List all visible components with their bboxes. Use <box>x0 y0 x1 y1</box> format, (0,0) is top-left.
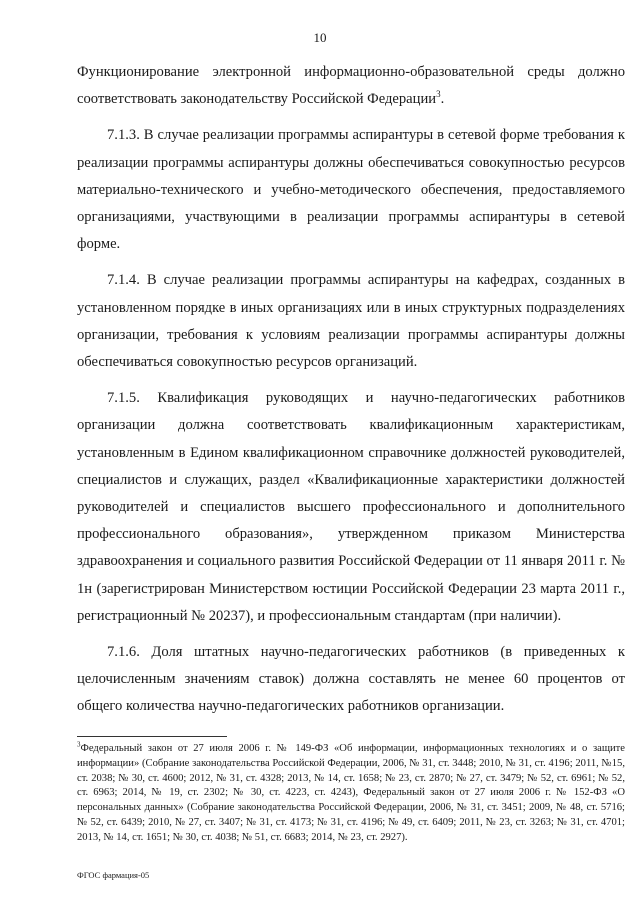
footnote <box>77 742 625 846</box>
page-number: 10 <box>313 30 327 45</box>
footnote-reference: 3 <box>436 89 441 100</box>
footnote-text: Федеральный закон от 27 июля 2006 г. № 149-ФЗ «Об информации, информационных технологиях и о защите информации» (Собрание законодательства Российской Федерации, 2006, № 31, ст. 3448; 2010, № 31, ст. 4196; 2011, №15, ст. 2038; № 30, ст. 4600; 2012, № 31, ст. 4328; 2013, № 14, ст. 1658; № 23, ст. 2870; № 27, ст. 3479; № 52, ст. 6961; № 52, ст. 6963; 2014, № 19, ст. 2302; № 30, ст. 4223, ст. 4243), Федеральный закон от 27 июля 2006 г. № 152-ФЗ «О персональных данных» (Собрание законодательства Российской Федерации, 2006, № 31, ст. 3451; 2009, № 48, ст. 5716; № 52, ст. 6439; 2010, № 27, ст. 3407; № 31, ст. 4173; № 31, ст. 4196; № 49, ст. 6409; 2011, № 23, ст. 3263; № 31, ст. 4701; 2013, № 14, ст. 1651; № 30, ст. 4038; № 51, ст. 6683; 2014, № 23, ст. 2927). <box>77 743 625 843</box>
paragraph-end: . <box>440 91 445 108</box>
footnote-separator <box>77 736 227 737</box>
paragraph-electronic-environment <box>77 59 625 113</box>
paragraph-7-1-6: 7.1.6. Доля штатных научно-педагогических работников (в приведенных к целочисленным значениям ставок) должна составлять не менее 60 процентов от общего количества научно-педагогических работников организации. <box>77 644 625 715</box>
footnote-marker: 3 <box>77 740 81 749</box>
document-code: ФГОС фармация-05 <box>77 870 150 880</box>
paragraph-7-1-4: 7.1.4. В случае реализации программы аспирантуры на кафедрах, созданных в установленном порядке в иных организациях или в иных структурных подразделениях организации, требования к условиям реализации программы аспирантуры должны обеспечиваться совокупностью ресурсов организаций. <box>77 272 625 371</box>
paragraph-7-1-3: 7.1.3. В случае реализации программы аспирантуры в сетевой форме требования к реализации программы аспирантуры должны обеспечиваться совокупностью ресурсов материально-технического и учебно-методического обеспечения, предоставляемого организациями, участвующими в реализации программы аспирантуры в сетевой форме. <box>77 127 625 253</box>
document-body <box>77 59 625 721</box>
paragraph-text: Функционирование электронной информационно-образовательной среды должно соответствовать законодательству Российской Федерации <box>77 64 625 108</box>
paragraph-7-1-5: 7.1.5. Квалификация руководящих и научно-педагогических работников организации должна соответствовать квалификационным характеристикам, установленным в Едином квалификационном справочнике должностей руководителей, специалистов и служащих, раздел «Квалификационные характеристики должностей руководителей и специалистов высшего профессионального и дополнительного профессионального образования», утвержденном приказом Министерства здравоохранения и социального развития Российской Федерации от 11 января 2011 г. № 1н (зарегистрирован Министерством юстиции Российской Федерации 23 марта 2011 г., регистрационный № 20237), и профессиональным стандартам (при наличии). <box>77 390 625 624</box>
